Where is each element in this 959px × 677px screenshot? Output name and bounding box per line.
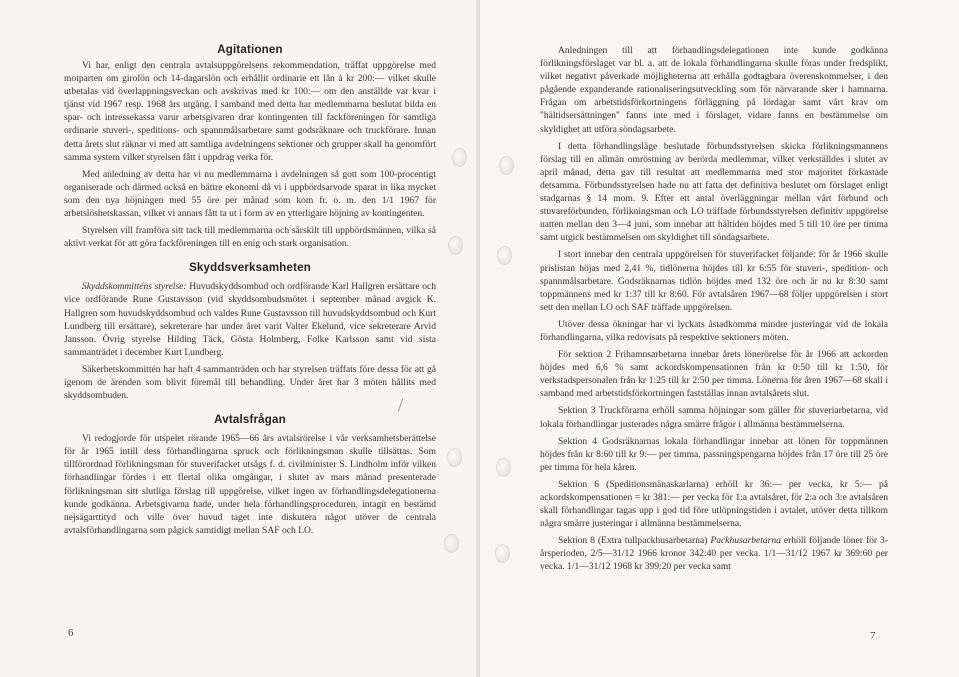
punch-hole [495, 544, 510, 563]
right-paragraph-3: I stort innebar den centrala uppgörelsen för stuverifacket följande: för år 1966 skulle prislistan höjas med 2,41 %, tidlönerna höjdes till kr 6:55 för stuveri-, spedition- och spannmålsarbetare. Godsräknarnas tidlön höjdes med 132 öre och är nu kr 8:30 samt toppmännens med kr 1:37 till kr 8:60. För avtalsåren 1967—68 följer uppgörelsen i stort sett den mellan LO och SAF träffade uppgörelsen. [540, 249, 888, 313]
sektion-8-rest: erhöll följande löner för 3-årsperioden, 2/5—31/12 1966 kronor 342:40 per vecka. 1/1—31/12 1967 kr 369:60 per vecka. 1/1—31/12 1968 kr 399:20 per vecka samt [540, 535, 888, 573]
right-paragraph-4: Utöver dessa ökningar har vi lyckats åstadkomma mindre justeringar vid de lokala förhandlingarna, vilka redovisats på respektive sektioners möten. [540, 318, 888, 343]
right-paragraph-2: I detta förhandlingsläge beslutade förbundsstyrelsen skicka förlikningsmannens förslag till en allmän omröstning av berörda medlemmar, vilket verkställdes i slutet av april månad, detta gav till resultat att medlemmarna med stor majoritet förkastade detsamma. Förbundsstyrelsen hade nu att fatta det definitiva beslutet om förslaget enligt stadgarnas § 14 mom. 9. Efter ett antal överläggningar mellan vårt förbund och stuvareförbunden, förlikningsman och LO träffade förbundsstyrelsen definitiv uppgörelse natten mellan den 3—4 juni, som innebar att hältiden höjdes med 5 till 10 öre per timma samt utgick bestämmelsen om skyldighet till söndagsarbete. [540, 140, 888, 244]
heading-skydd: Skyddsverksamheten [189, 262, 311, 275]
heading-avtal: Avtalsfrågan [214, 414, 286, 427]
left-text-column [64, 44, 436, 537]
right-paragraph-9 [540, 534, 888, 573]
agitation-paragraph-1: Vi har, enligt den centrala avtalsuppgörelsens rekommendation, träffat uppgörelse med motparten om girolön och 14-dagarslön och erhållit ordinarie ett lån à kr 200:— vilket skulle utbetalas vid överlappningsveckan och avskrivas med kr 100:— om den anställde var kvar i tjänst vid 1967 resp. 1968 års utgång. I samband med detta har medlemmarna beslutat bilda en spar- och intressekassa varur arbetsgivaren drar kontingenten till fackföreningen för samtliga ordinarie stuveri-, speditions- och spannmålsarbetare samt godsräknare och truckförare. Innan detta årets slut räknar vi med att samtliga avdelningens sektioner och grupper skall ha genomfört samma system vilket styrelsen fått i uppdrag verka för. [64, 60, 436, 163]
right-paragraph-8: Sektion 6 (Speditionsmänaskarlarna) erhöll kr 36:— per vecka, kr 5:— på ackordskompensationen = kr 381:— per vecka för 1:a avtalsåret, för 2:a och 3:e avtalsåren skall förhandlingar tagas upp i god tid före utlöpningstiden i avtalet, utöver detta tillkom några smärre justeringar i allmänna bestämmelserna. [540, 478, 888, 530]
right-paragraph-5: För sektion 2 Frihamnsarbetarna innebar årets lönerörelse för år 1966 att ackorden höjdes med 6,6 % samt ackordskompensationen från kr 0:50 till kr 1:50, för verkstadspersonalen från kr 1:25 till kr 2:50 per timma. Lönerna för åren 1967—68 skall i samband med arbetstidsförkortningen fastställas innan avtalsårets slut. [540, 349, 888, 400]
right-paragraph-6: Sektion 3 Truckförarna erhöll samma höjningar som gäller för stuveriarbetarna, vid lokala förhandlingar justerades några smärre frågor i allmänna bestämmelserna. [540, 405, 888, 430]
page-number-right: 7 [870, 630, 876, 642]
agitation-paragraph-2: Med anledning av detta har vi nu medlemmarna i avdelningen så gott som 100-procentigt organiserade och därmed också en bättre ekonomi då vi i uppbördsarvode sparat in lika mycket som den nya höjningen med 55 öre per månad som kom fr. o. m. den 1/1 1967 för arbetslöshetskassan, vilket vi annars fått ta ut i form av en ytterligare höjning av kontingenten. [64, 168, 436, 220]
heading-agitation: Agitationen [217, 44, 283, 56]
punch-hole [444, 534, 459, 553]
punch-hole [497, 246, 512, 265]
skydd-paragraph-2: Säkerhetskommittén har haft 4 sammanträden och har styrelsen träffats före dessa för att gå igenom de ärenden som blivit föremål till behandling. Under året har 3 möten hållits med skyddsombuden. [64, 363, 436, 402]
punch-hole [448, 236, 463, 255]
skydd-paragraph-1 [64, 280, 436, 359]
avtal-paragraph-1: Vi redogjorde för utspelet rörande 1965—66 års avtalsrörelse i vår verksamhetsberättelse för år 1965 intill dess förhandlingarna spruck och förlikningsman skulle tillsättas. Som tillförordnad förlikningsman för stuverifacket utsågs f. d. civilminister S. Lindholm inför vilken förhandlingar fördes i ett flertal olika omgångar, i slutet av mars månad presenterade förlikningsman sitt slutliga förslag till uppgörelse, vilket ingen av förhandlingsdelegationerna kunde godkänna. Arbetsgivarna hade, under hela förhandlingsproceduren, intagit en bestämd nejsägarttityd och ville över huvud taget inte diskutera något utöver de centrala avtalsförhandlingarna som pågick samtidigt mellan SAF och LO. [64, 433, 436, 536]
skydd-board-label: Skyddskommitténs styrelse: [82, 281, 187, 293]
punch-hole [447, 448, 462, 467]
right-paragraph-7: Sektion 4 Godsräknarnas lokala förhandlingar innebar att lönen för toppmännen höjdes från kr 8:60 till kr 9:— per timma, passningspengarna höjdes från 17 öre till 25 öre per timma för hela kåren. [540, 435, 888, 473]
punch-hole [496, 458, 511, 477]
punch-hole [499, 156, 514, 175]
right-text-column [540, 44, 888, 574]
sektion-8-italic: Packhusarbetarna [710, 535, 781, 547]
punch-hole [452, 148, 467, 167]
sektion-8-lead: Sektion 8 (Extra tullpackhusarbetarna) [558, 535, 711, 547]
right-paragraph-1: Anledningen till att förhandlingsdelegationen inte kunde godkänna förlikningsförslaget var bl. a. att de lokala förhandlingarna skulle föras under fredsplikt, vilket negativt påverkade möjligheterna att erhålla godtagbara överenskommelser, i den pågående expanderande rationaliseringsutveckling som för närvarande sker i hamnarna. Frågan om arbetstidsförkortningens förläggning på lördagar samt vårt krav om "hältidsersättningen" fanns inte med i förslaget, vidare fanns en bestämmelse om skyldighet att utföra söndagsarbete. [540, 45, 888, 135]
agitation-paragraph-3: Styrelsen vill framföra sitt tack till medlemmarna och särskilt till uppbördsmännen, vilka så aktivt verkat för att göra fackföreningen till en enig och stark organisation. [64, 225, 436, 250]
skydd-board-text: Huvudskyddsombud och ordförande Karl Hallgren ersättare och vice ordförande Rune Gustavsson (vid skyddsombudsmötet i september månad avgick K. Hallgren som huvudskyddsombud och valdes Rune Gustavsson till huvudskyddsombud och Kurt Lundberg till ersättare), sekreterare har under året varit Valter Ekelund, vice sekreterare Arvid Jansson. Övrig styrelse Hilding Täck, Gösta Holmberg, Folke Karlsson samt vid sista sammanträdet i december Kurt Lundberg. [64, 281, 436, 358]
page-number-left: 6 [68, 627, 74, 639]
right-page [480, 0, 959, 677]
